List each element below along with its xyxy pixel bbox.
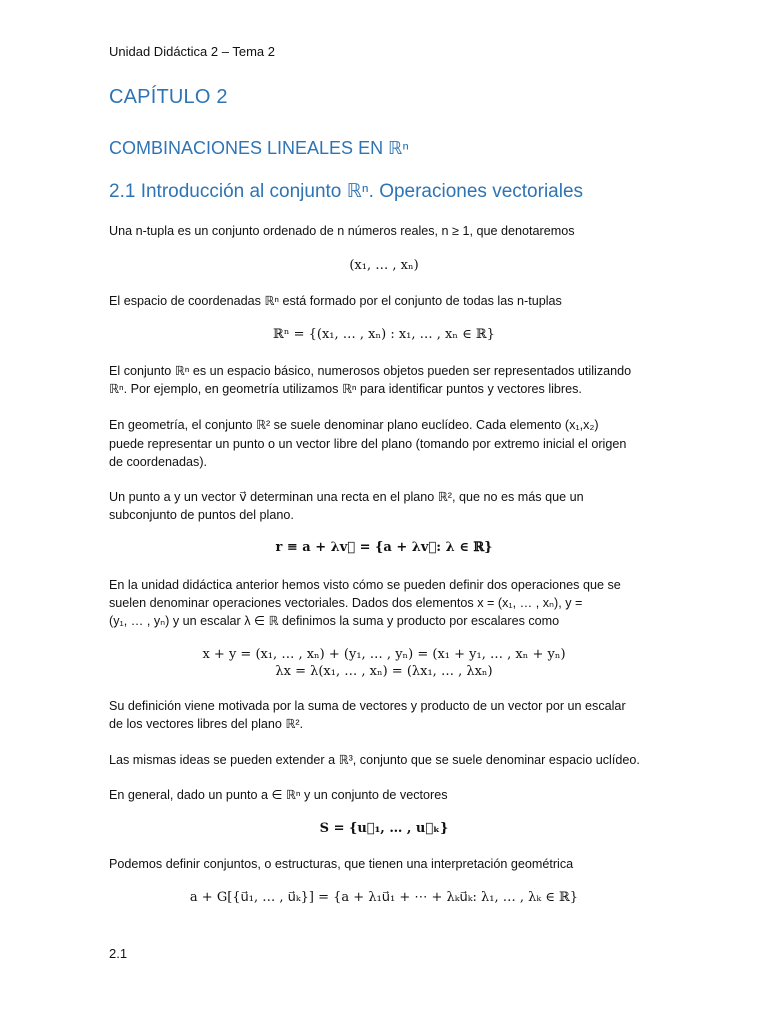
paragraph-operaciones-line3: (y₁, … , yₙ) y un escalar λ ∈ ℝ definimos la suma y producto por escalares como	[109, 614, 560, 628]
page-number: 2.1	[109, 946, 128, 961]
paragraph-operaciones-line2: suelen denominar operaciones vectoriales. Dados dos elementos x = (x₁, … , xₙ), y =	[109, 596, 583, 610]
paragraph-recta-line1: Un punto a y un vector v⃗ determinan una recta en el plano ℝ², que no es más que un	[109, 490, 584, 504]
equation-recta: r ≡ a + λv⃗ = {a + λv⃗: λ ∈ ℝ}	[275, 540, 493, 555]
paragraph-operaciones-line1: En la unidad didáctica anterior hemos visto cómo se pueden definir dos operaciones que se	[109, 578, 621, 592]
paragraph-r3: Las mismas ideas se pueden extender a ℝ³, conjunto que se suele denominar espacio uclídeo.	[109, 753, 640, 767]
paragraph-espacio-basico-line1: El conjunto ℝⁿ es un espacio básico, numerosos objetos pueden ser representados utilizando	[109, 364, 632, 378]
paragraph-motivacion-line2: de los vectores libres del plano ℝ².	[109, 717, 304, 731]
paragraph-espacio-basico-line2: ℝⁿ. Por ejemplo, en geometría utilizamos ℝⁿ para identificar puntos y vectores libres.	[109, 382, 582, 396]
paragraph-estructuras: Podemos definir conjuntos, o estructuras, que tienen una interpretación geométrica	[109, 857, 574, 871]
paragraph-en-general: En general, dado un punto a ∈ ℝⁿ y un conjunto de vectores	[109, 788, 448, 802]
chapter-title: CAPÍTULO 2	[109, 86, 228, 108]
running-header: Unidad Didáctica 2 – Tema 2	[109, 44, 275, 59]
paragraph-espacio-coordenadas: El espacio de coordenadas ℝⁿ está formado por el conjunto de todas las n-tuplas	[109, 294, 562, 308]
equation-ntupla: (x₁, … , xₙ)	[349, 258, 419, 273]
equation-producto-escalar: λx = λ(x₁, … , xₙ) = (λx₁, … , λxₙ)	[275, 664, 493, 679]
paragraph-motivacion-line1: Su definición viene motivada por la suma de vectores y producto de un vector por un escalar	[109, 699, 626, 713]
equation-suma: x + y = (x₁, … , xₙ) + (y₁, … , yₙ) = (x₁ + y₁, … , xₙ + yₙ)	[202, 647, 566, 662]
paragraph-ntupla: Una n-tupla es un conjunto ordenado de n números reales, n ≥ 1, que denotaremos	[109, 224, 575, 238]
paragraph-plano-euclideo-line3: de coordenadas).	[109, 455, 208, 469]
paragraph-plano-euclideo-line1: En geometría, el conjunto ℝ² se suele denominar plano euclídeo. Cada elemento (x₁,x₂)	[109, 418, 599, 432]
paragraph-recta-line2: subconjunto de puntos del plano.	[109, 508, 294, 522]
equation-rn-definition: ℝⁿ = {(x₁, … , xₙ) : x₁, … , xₙ ∈ ℝ}	[273, 327, 495, 342]
equation-conjunto-s: S = {u⃗₁, … , u⃗ₖ}	[319, 821, 449, 836]
section-title-main: COMBINACIONES LINEALES EN ℝⁿ	[109, 138, 409, 158]
section-title-2-1: 2.1 Introducción al conjunto ℝⁿ. Operaciones vectoriales	[109, 181, 584, 202]
paragraph-plano-euclideo-line2: puede representar un punto o un vector libre del plano (tomando por extremo inicial el origen	[109, 437, 627, 451]
equation-variedad-lineal: a + G[{u⃗₁, … , u⃗ₖ}] = {a + λ₁u⃗₁ + ⋯ + λₖu⃗ₖ: λ₁, … , λₖ ∈ ℝ}	[189, 890, 579, 905]
